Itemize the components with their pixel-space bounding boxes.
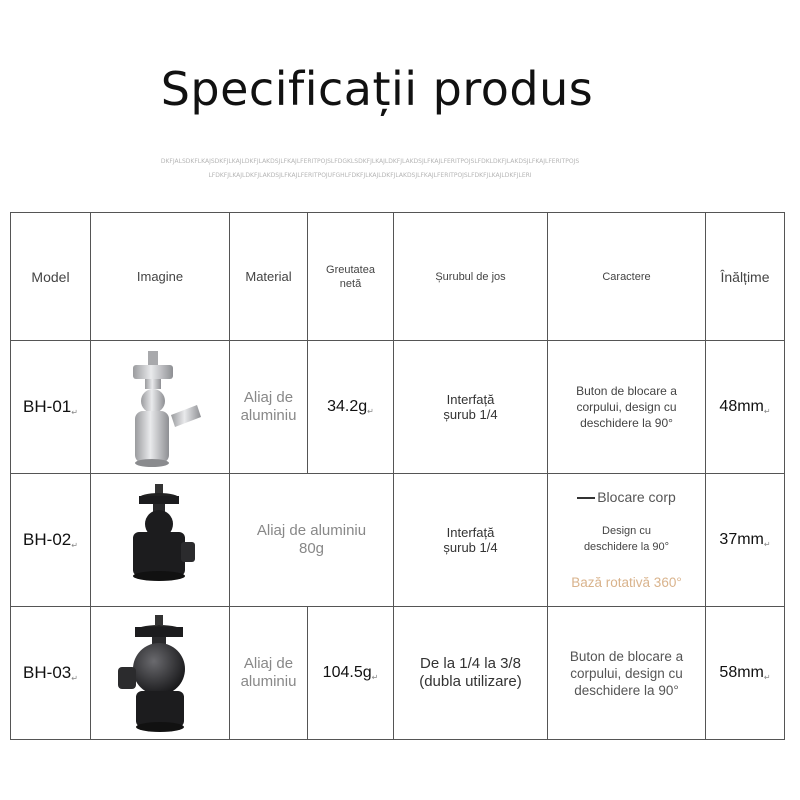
screw-text: De la 1/4 la 3/8 (dubla utilizare): [419, 655, 522, 690]
height-cell: 58mm↵: [706, 607, 785, 740]
table-header-row: [11, 213, 785, 341]
model-cell: BH-01↵: [11, 341, 91, 474]
model-cell: BH-02↵: [11, 474, 91, 607]
screw-cell: [394, 341, 548, 474]
screw-text: Interfață șurub 1/4: [443, 525, 498, 555]
header-height: Înălțime: [706, 213, 785, 341]
material-text: Aliaj de aluminiu 80g: [256, 522, 367, 557]
features-text: Buton de blocare a corpului, design cu deschidere la 90°: [576, 384, 677, 430]
features-text: Buton de blocare a corpului, design cu deschidere la 90°: [569, 648, 684, 698]
model-cell: BH-03↵: [11, 607, 91, 740]
screw-text: Interfață șurub 1/4: [443, 392, 498, 422]
height-value: 58mm: [719, 664, 764, 681]
weight-cell: 104.5g↵: [308, 607, 394, 740]
header-features: Caractere: [548, 213, 706, 341]
screw-cell: [394, 607, 548, 740]
features-cell: [548, 474, 706, 607]
material-cell: Aliaj de aluminiu: [230, 341, 308, 474]
page-title: Specificații produs: [160, 62, 594, 116]
large-black-ball-head-icon: [100, 611, 220, 736]
header-screw: Șurubul de jos: [394, 213, 548, 341]
weight-cell: 34.2g↵: [308, 341, 394, 474]
features-cell: [548, 341, 706, 474]
table-row: [11, 607, 785, 740]
weight-value: 104.5g: [322, 664, 372, 681]
black-ball-head-icon: [105, 480, 215, 600]
header-model: Model: [11, 213, 91, 341]
feature-lock: Blocare corp: [548, 489, 705, 505]
material-cell: [230, 474, 394, 607]
product-image: [91, 341, 230, 474]
feature-design: Design cu deschidere la 90°: [583, 525, 670, 553]
table-row: [11, 341, 785, 474]
model-name: BH-01: [23, 397, 72, 416]
model-name: BH-03: [23, 663, 72, 682]
header-material: Material: [230, 213, 308, 341]
product-image: [91, 474, 230, 607]
header-weight-text: Greutatea netă: [326, 263, 375, 290]
table-row: [11, 474, 785, 607]
screw-cell: [394, 474, 548, 607]
fine-print-line: DKFJALSDKFLKAJSDKFJLKAJLDKFJLAKDSJLFKAJLFERITPOJSLFDGKLSDKFJLKAJLDKFJLAKDSJLFKAJLFERITPOJSLFDKLDKFJLAKDSJLFKAJLFERITPOJS: [160, 158, 580, 165]
model-name: BH-02: [23, 530, 72, 549]
silver-mini-ball-head-icon: [105, 345, 215, 470]
material-cell: Aliaj de aluminiu: [230, 607, 308, 740]
header-weight: [308, 213, 394, 341]
spec-table: [10, 212, 785, 740]
height-value: 48mm: [719, 398, 764, 415]
feature-rotate: Bază rotativă 360°: [571, 575, 682, 590]
header-image: Imagine: [91, 213, 230, 341]
product-image: [91, 607, 230, 740]
fine-print-line: LFDKFJLKAJLDKFJLAKDSJLFKAJLFERITPOJUFGHLFDKFJLKAJLDKFJLAKDSJLFKAJLFERITPOJSLFDKFJLKAJLDKFJLERI: [208, 172, 532, 179]
height-value: 37mm: [719, 531, 764, 548]
height-cell: 37mm↵: [706, 474, 785, 607]
weight-value: 34.2g: [327, 398, 368, 415]
height-cell: 48mm↵: [706, 341, 785, 474]
features-cell: [548, 607, 706, 740]
